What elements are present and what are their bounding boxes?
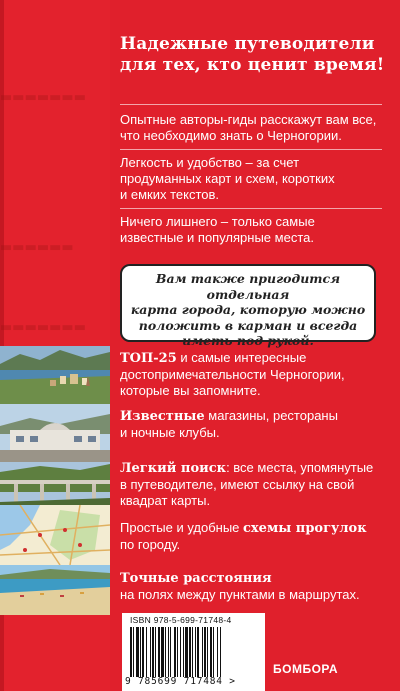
text-line: и емких текстов. (120, 187, 220, 202)
publisher-logo: БОМБОРА (273, 662, 339, 676)
callout-line: карта города, которую можно (130, 302, 366, 317)
feature-bold: Известные (120, 409, 205, 424)
feature-bold: ТОП-25 (120, 351, 177, 366)
feature-text: и самые интересные (176, 350, 307, 365)
callout-line: Вам также пригодится отдельная (155, 271, 341, 302)
feature-text: по городу. (120, 537, 181, 552)
ghost-text: ▬▬▬▬▬▬▬ (0, 90, 86, 105)
callout-line: положить в карман и всегда (138, 317, 358, 333)
barcode-number: 9 785699 717484 > (125, 676, 236, 687)
feature-distances (120, 570, 390, 603)
title-line-1: Надежные путеводители (120, 34, 375, 54)
feature-bold: схемы прогулок (243, 521, 367, 536)
beach-photo (0, 565, 110, 615)
feature-text: достопримечательности Черногории, (120, 367, 345, 382)
divider (120, 149, 382, 150)
feature-bold: Легкий поиск (120, 461, 227, 476)
cover-title (120, 34, 392, 76)
feature-text: квадрат карты. (120, 493, 211, 508)
barcode-block (122, 613, 265, 691)
intro-paragraph-1 (120, 112, 382, 144)
barcode-bars (130, 627, 258, 677)
feature-text: и ночные клубы. (120, 425, 220, 440)
callout-line: иметь под рукой. (182, 333, 314, 348)
feature-top25 (120, 350, 390, 399)
text-line: известные и популярные места. (120, 230, 314, 245)
feature-text: в путеводителе, имеют ссылку на свой (120, 477, 355, 492)
resort-building-photo (0, 404, 110, 462)
feature-walk-schemes (120, 520, 390, 553)
text-line: продуманных карт и схем, коротких (120, 171, 335, 186)
isbn-text: ISBN 978-5-699-71748-4 (130, 615, 232, 625)
city-map-callout (120, 264, 376, 348)
ghost-text: ▬▬▬▬▬▬▬ (0, 320, 86, 335)
feature-text: : все места, упомянутые (226, 460, 374, 475)
city-map-image (0, 505, 110, 565)
bay-town-photo (0, 346, 110, 404)
intro-paragraph-3 (120, 214, 382, 246)
divider (120, 208, 382, 209)
text-line: Легкость и удобство – за счет (120, 155, 300, 170)
divider (120, 104, 382, 105)
feature-text: Простые и удобные (120, 520, 244, 535)
text-line: Опытные авторы-гиды расскажут вам все, (120, 112, 377, 127)
feature-text: которые вы запомните. (120, 383, 261, 398)
title-line-2: для тех, кто ценит время! (120, 55, 385, 75)
ghost-text: ▬▬▬▬▬▬ (0, 240, 74, 255)
feature-famous (120, 408, 390, 441)
intro-paragraph-2 (120, 155, 382, 203)
feature-text: на полях между пунктами в маршрутах. (120, 587, 360, 602)
feature-easy-search (120, 460, 390, 509)
text-line: Ничего лишнего – только самые (120, 214, 315, 229)
feature-bold: Точные расстояния (120, 571, 272, 586)
feature-text: магазины, рестораны (204, 408, 338, 423)
text-line: что необходимо знать о Черногории. (120, 128, 342, 143)
